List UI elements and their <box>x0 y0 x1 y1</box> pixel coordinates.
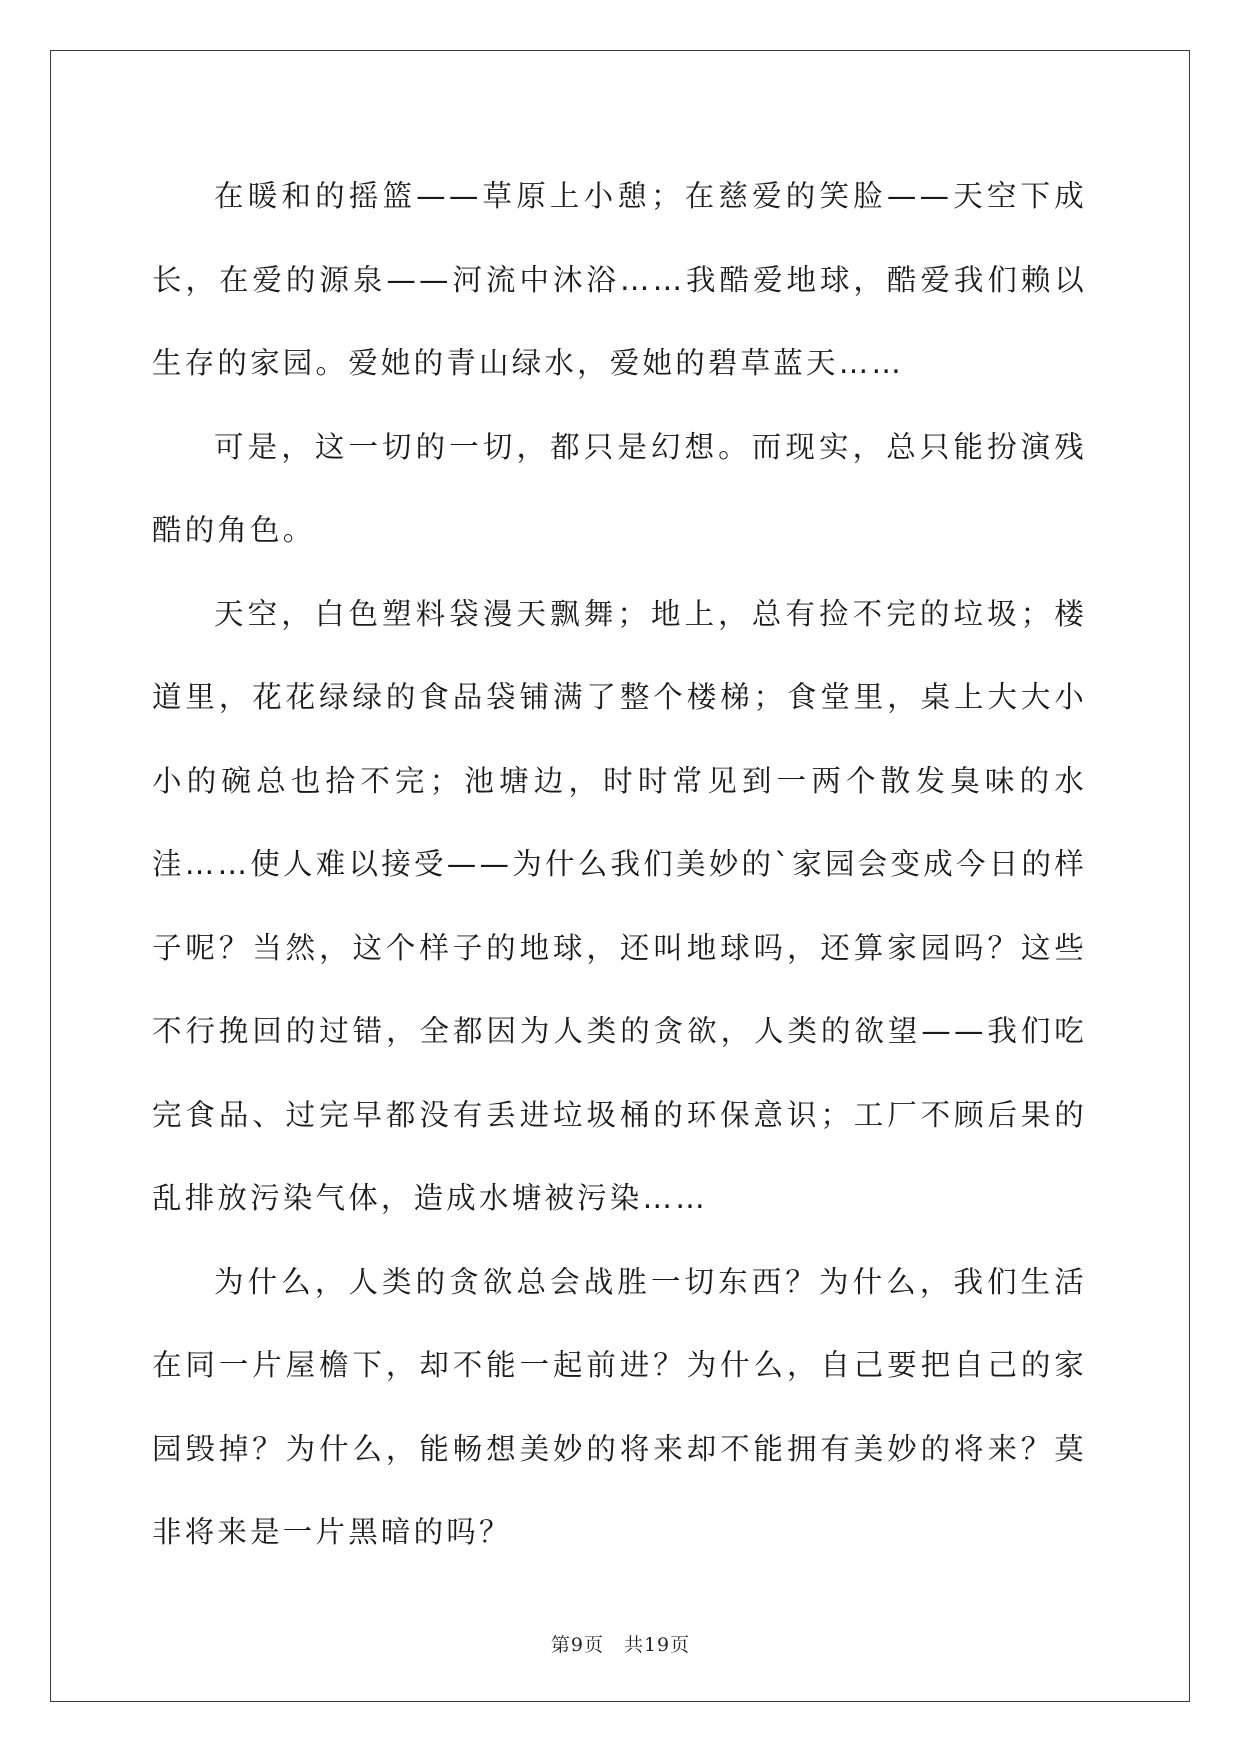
document-body <box>152 155 1087 1575</box>
page-number-footer <box>0 1630 1241 1657</box>
page-number-label: 第9页 共19页 <box>550 1634 691 1656</box>
paragraph-2: 可是，这一切的一切，都只是幻想。而现实，总只能扮演残酷的角色。 <box>152 429 1087 547</box>
paragraph-1: 在暖和的摇篮——草原上小憩；在慈爱的笑脸——天空下成长，在爱的源泉——河流中沐浴……我酷爱地球，酷爱我们赖以生存的家园。爱她的青山绿水，爱她的碧草蓝天…… <box>152 179 1087 380</box>
paragraph-4: 为什么，人类的贪欲总会战胜一切东西？为什么，我们生活在同一片屋檐下，却不能一起前进？为什么，自己要把自己的家园毁掉？为什么，能畅想美妙的将来却不能拥有美妙的将来？莫非将来是一片黑暗的吗？ <box>152 1264 1087 1549</box>
paragraph-3: 天空，白色塑料袋漫天飘舞；地上，总有捡不完的垃圾；楼道里，花花绿绿的食品袋铺满了整个楼梯；食堂里，桌上大大小小的碗总也拾不完；池塘边，时时常见到一两个散发臭味的水洼……使人难以接受——为什么我们美妙的`家园会变成今日的样子呢？当然，这个样子的地球，还叫地球吗，还算家园吗？这些不行挽回的过错，全都因为人类的贪欲，人类的欲望——我们吃完食品、过完早都没有丢进垃圾桶的环保意识；工厂不顾后果的乱排放污染气体，造成水塘被污染…… <box>152 596 1087 1215</box>
